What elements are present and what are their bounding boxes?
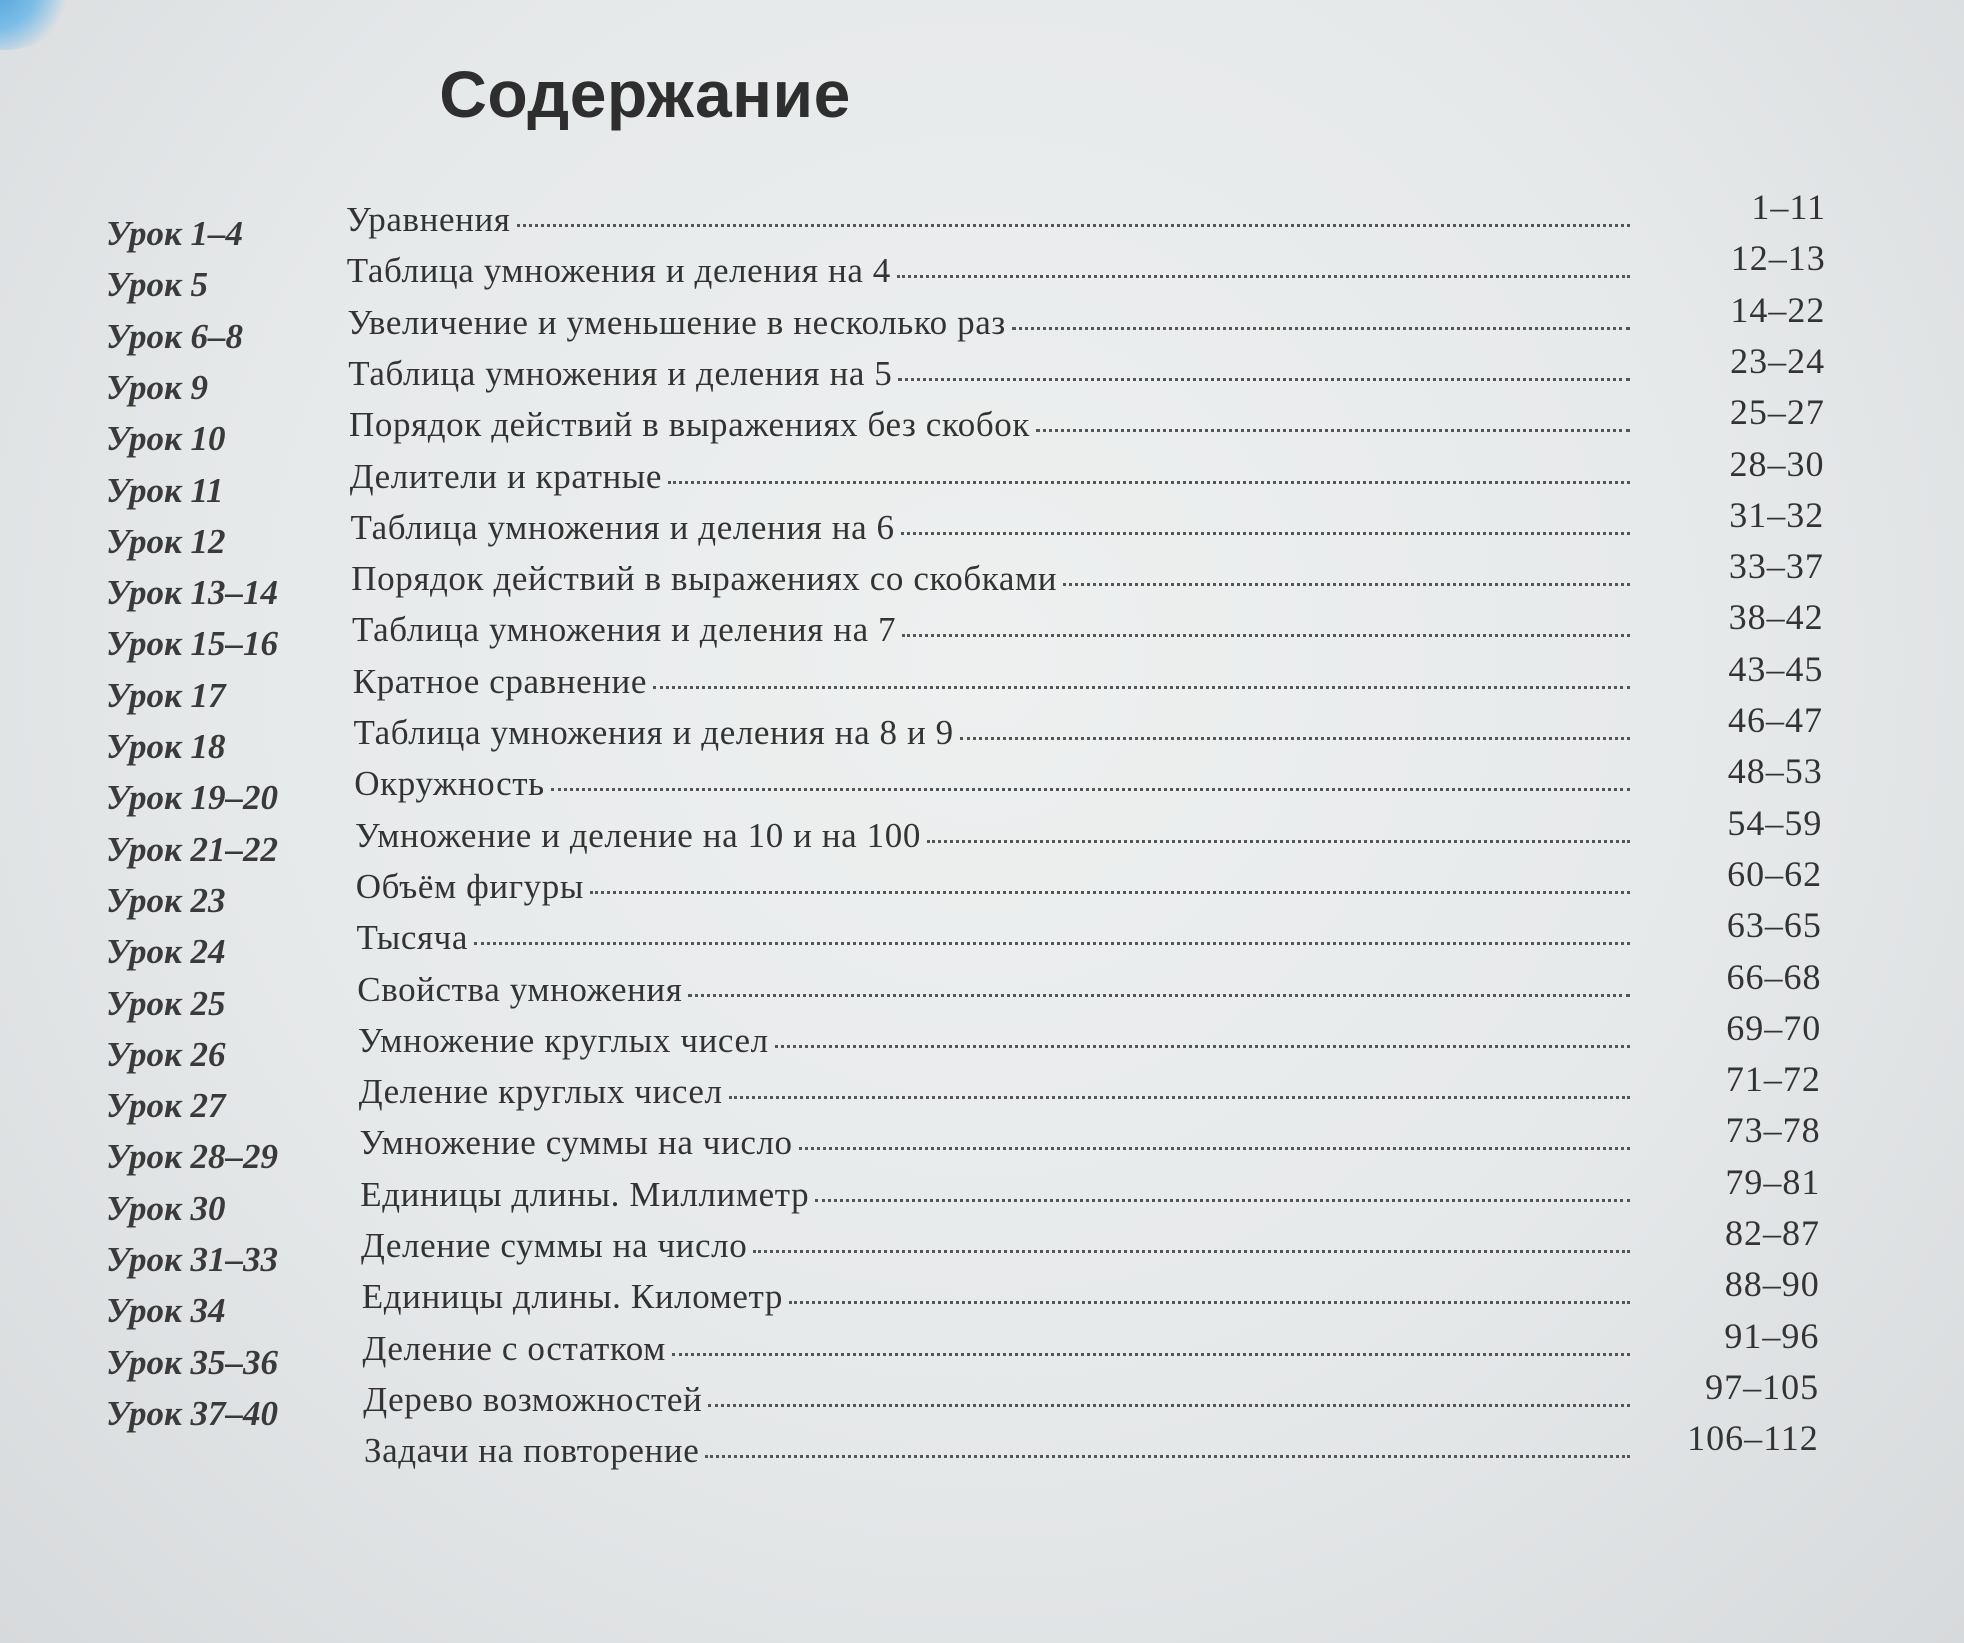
page-range: 28–30 xyxy=(1729,443,1825,484)
toc-entry xyxy=(358,1021,1640,1065)
topic-title: Деление с остатком xyxy=(362,1328,666,1368)
topic-title: Умножение и деление на 10 и на 100 xyxy=(355,815,921,855)
topic-title: Тысяча xyxy=(356,918,469,958)
lesson-number: Урок 9 xyxy=(106,367,208,407)
dot-leader xyxy=(474,941,1630,945)
dot-leader xyxy=(898,377,1630,381)
dot-leader xyxy=(517,223,1631,227)
toc-row xyxy=(0,1418,1964,1483)
page-range: 38–42 xyxy=(1728,597,1824,638)
lesson-number: Урок 31–33 xyxy=(106,1240,278,1279)
lesson-number: Урок 6–8 xyxy=(106,316,243,356)
topic-title: Таблица умножения и деления на 8 и 9 xyxy=(353,713,954,752)
page-range: 91–96 xyxy=(1724,1315,1820,1356)
page-range: 1–11 xyxy=(1751,187,1826,227)
page-range: 60–62 xyxy=(1727,853,1823,894)
lesson-number: Урок 1–4 xyxy=(106,214,243,253)
dot-leader xyxy=(688,993,1630,997)
topic-title: Умножение круглых чисел xyxy=(358,1020,769,1060)
topic-title: Кратное сравнение xyxy=(352,661,648,701)
dot-leader xyxy=(789,1300,1630,1304)
page-range: 88–90 xyxy=(1724,1264,1820,1305)
lesson-number: Урок 21–22 xyxy=(106,829,278,869)
dot-leader xyxy=(708,1403,1630,1407)
lesson-number: Урок 18 xyxy=(106,727,226,766)
dot-leader xyxy=(753,1249,1630,1253)
page-range: 69–70 xyxy=(1726,1007,1822,1048)
lesson-number: Урок 35–36 xyxy=(106,1342,278,1382)
dot-leader xyxy=(775,1044,1630,1048)
dot-leader xyxy=(705,1454,1630,1458)
toc-entry xyxy=(349,405,1640,449)
page-range: 43–45 xyxy=(1728,648,1824,689)
topic-title: Деление суммы на число xyxy=(361,1226,748,1265)
dot-leader xyxy=(551,787,1630,791)
toc-entry xyxy=(359,1072,1640,1116)
lesson-number: Урок 10 xyxy=(106,419,226,459)
toc-entry xyxy=(357,918,1641,962)
dot-leader xyxy=(653,685,1630,689)
lesson-number: Урок 37–40 xyxy=(106,1393,278,1433)
lesson-number: Урок 23 xyxy=(106,880,226,920)
toc-entry xyxy=(353,662,1640,706)
page-range: 54–59 xyxy=(1727,802,1823,843)
topic-title: Деление круглых чисел xyxy=(358,1072,723,1112)
topic-title: Свойства умножения xyxy=(357,969,683,1009)
dot-leader xyxy=(1012,326,1630,330)
page-range: 79–81 xyxy=(1725,1161,1821,1202)
page-range: 66–68 xyxy=(1726,956,1822,997)
toc-entry xyxy=(363,1329,1641,1373)
toc-entry xyxy=(361,1226,1640,1270)
toc-entry xyxy=(354,764,1640,808)
lesson-number: Урок 26 xyxy=(106,1034,226,1074)
toc-entry xyxy=(348,354,1640,398)
lesson-number: Урок 5 xyxy=(106,265,208,305)
page-range: 63–65 xyxy=(1726,905,1822,946)
dot-leader xyxy=(902,633,1630,637)
page-range: 71–72 xyxy=(1725,1059,1821,1100)
page-range: 82–87 xyxy=(1725,1213,1820,1253)
toc-entry xyxy=(347,251,1640,295)
toc-entry xyxy=(356,867,1640,911)
dot-leader xyxy=(1063,582,1630,586)
dot-leader xyxy=(590,890,1630,894)
page-range: 12–13 xyxy=(1730,238,1826,279)
toc-entry xyxy=(362,1277,1640,1321)
topic-title: Объём фигуры xyxy=(355,866,584,906)
page-range: 97–105 xyxy=(1705,1366,1820,1407)
toc-entry xyxy=(352,610,1640,654)
page-range: 46–47 xyxy=(1728,700,1823,740)
page-range: 14–22 xyxy=(1730,289,1826,330)
lesson-number: Урок 15–16 xyxy=(106,624,278,664)
toc-entry xyxy=(363,1380,1640,1424)
dot-leader xyxy=(897,274,1630,278)
page-range: 31–32 xyxy=(1729,494,1825,535)
topic-title: Порядок действий в выражениях без скобок xyxy=(349,405,1030,445)
topic-title: Таблица умножения и деления на 7 xyxy=(352,610,897,650)
dot-leader xyxy=(1036,428,1630,432)
page-range: 48–53 xyxy=(1727,751,1823,792)
topic-title: Окружность xyxy=(354,764,545,804)
toc-entry xyxy=(360,1175,1640,1219)
toc-entry xyxy=(351,508,1641,552)
page-range: 106–112 xyxy=(1687,1418,1819,1459)
dot-leader xyxy=(729,1095,1630,1099)
toc-entry xyxy=(355,816,1640,860)
lesson-number: Урок 30 xyxy=(106,1188,226,1228)
topic-title: Умножение суммы на число xyxy=(359,1123,793,1163)
dot-leader xyxy=(668,480,1630,484)
page-range: 73–78 xyxy=(1725,1110,1821,1151)
lesson-number: Урок 28–29 xyxy=(106,1137,278,1177)
lesson-number: Урок 34 xyxy=(106,1291,226,1331)
dot-leader xyxy=(927,839,1630,843)
lesson-number: Урок 11 xyxy=(106,470,224,510)
page-range: 33–37 xyxy=(1728,546,1824,587)
topic-title: Задачи на повторение xyxy=(364,1431,700,1471)
page-range: 23–24 xyxy=(1730,340,1826,381)
toc-entry xyxy=(348,303,1641,347)
lesson-number: Урок 12 xyxy=(106,521,226,561)
topic-title: Таблица умножения и деления на 5 xyxy=(348,353,893,393)
toc-entry xyxy=(351,559,1640,603)
topic-title: Таблица умножения и деления на 6 xyxy=(350,507,895,547)
topic-title: Дерево возможностей xyxy=(363,1379,703,1419)
topic-title: Таблица умножения и деления на 4 xyxy=(346,251,891,291)
toc-entry xyxy=(354,713,1641,757)
topic-title: Делители и кратные xyxy=(349,456,663,496)
dot-leader xyxy=(901,531,1630,535)
lesson-number: Урок 19–20 xyxy=(106,778,278,818)
dot-leader xyxy=(799,1146,1630,1150)
lesson-number: Урок 24 xyxy=(106,932,226,972)
topic-title: Увеличение и уменьшение в несколько раз xyxy=(347,302,1006,342)
page-range: 25–27 xyxy=(1729,392,1825,433)
topic-title: Единицы длины. Миллиметр xyxy=(360,1174,810,1214)
dot-leader xyxy=(815,1198,1630,1202)
lesson-number: Урок 27 xyxy=(106,1086,226,1126)
toc-entry xyxy=(357,970,1640,1014)
topic-title: Уравнения xyxy=(346,200,511,239)
topic-title: Порядок действий в выражениях со скобками xyxy=(351,559,1058,599)
dot-leader xyxy=(960,736,1630,740)
toc-entry xyxy=(360,1123,1641,1167)
lesson-number: Урок 13–14 xyxy=(106,573,278,613)
topic-title: Единицы длины. Километр xyxy=(361,1277,783,1317)
page-title: Содержание xyxy=(439,57,851,131)
toc-entry xyxy=(350,457,1640,501)
toc-entry xyxy=(364,1431,1640,1475)
dot-leader xyxy=(672,1352,1630,1356)
lesson-number: Урок 17 xyxy=(106,675,226,715)
lesson-number: Урок 25 xyxy=(106,983,226,1023)
toc-entry xyxy=(346,200,1640,244)
